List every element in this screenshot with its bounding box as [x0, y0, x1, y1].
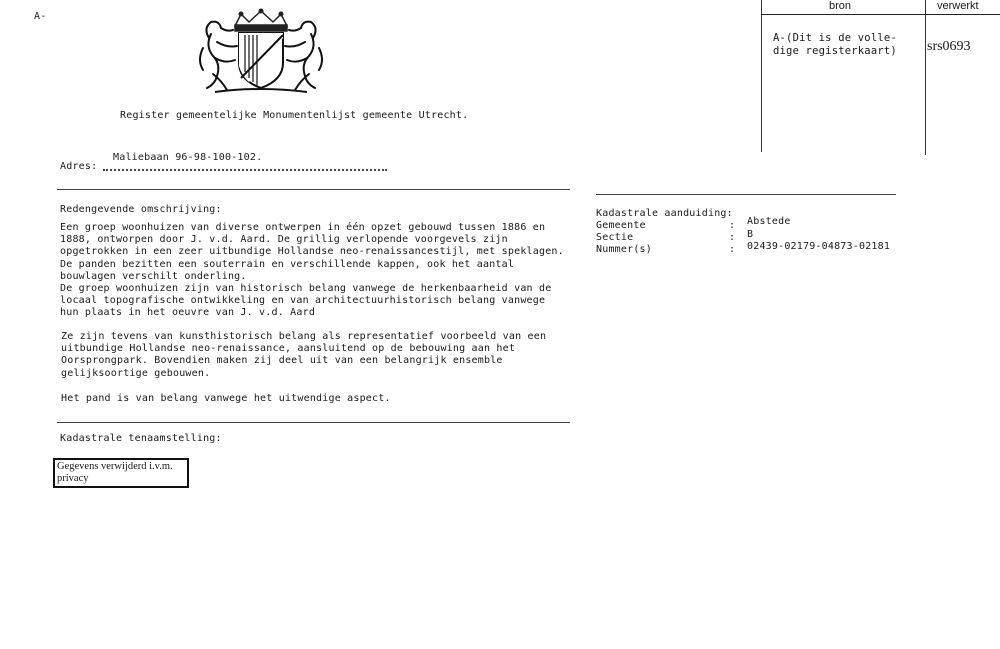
- kadastraal-label-gemeente: Gemeente: [596, 220, 646, 231]
- kadastraal-sep-sectie: :: [729, 232, 736, 243]
- kadastraal-value-nummers: 02439-02179-04873-02181: [747, 241, 891, 252]
- bron-header: bron: [829, 0, 852, 12]
- verwerkt-text: srs0693: [927, 39, 971, 54]
- kadastraal-heading: Kadastrale aanduiding:: [596, 208, 733, 219]
- verwerkt-header: verwerkt: [937, 0, 979, 12]
- bron-text: A-(Dit is de volle- dige registerkaart): [773, 32, 897, 57]
- tenaamstelling-heading: Kadastrale tenaamstelling:: [60, 433, 222, 444]
- description-paragraph-3: Het pand is van belang vanwege het uitwendige aspect.: [61, 393, 391, 404]
- kadastraal-value-gemeente: Abstede: [747, 216, 791, 227]
- adres-label: Adres:: [60, 161, 98, 172]
- corner-mark: A-: [34, 11, 47, 22]
- bron-box-divider: [925, 0, 926, 155]
- kadastraal-sep-nummers: :: [729, 244, 736, 255]
- bron-box-header-line: [761, 14, 1000, 15]
- description-paragraph-1: Een groep woonhuizen van diverse ontwerpen in één opzet gebouwd tussen 1886 en 1888, ontworpen door J. v.d. Aard. De grillig verlopende voorgevels zijn opgetrokken in een zeer uitbundige Hollandse neo-renaissancestijl, met speklagen. De panden bezitten een souterrain en verschillende kappen, ook het aantal bouwlagen verschilt onderling. De groep woonhuizen zijn van historisch belang vanwege de herkenbaarheid van de locaal topografische ontwikkeling en van architectuurhistorisch belang vanwege hun plaats in het oeuvre van J. v.d. Aard: [60, 222, 564, 319]
- adres-dotted-line: [103, 169, 387, 171]
- adres-value: Maliebaan 96-98-100-102.: [113, 152, 263, 163]
- description-bottom-rule: [57, 422, 570, 423]
- kadastraal-value-sectie: B: [747, 229, 754, 240]
- register-title: Register gemeentelijke Monumentenlijst gemeente Utrecht.: [120, 110, 469, 121]
- description-heading: Redengevende omschrijving:: [60, 204, 222, 215]
- description-top-rule: [57, 189, 570, 190]
- kadastraal-sep-gemeente: :: [729, 220, 736, 231]
- kadastraal-label-sectie: Sectie: [596, 232, 634, 243]
- privacy-redaction-box: Gegevens verwijderd i.v.m. privacy: [53, 458, 189, 488]
- kadastraal-top-rule: [596, 194, 896, 195]
- description-paragraph-2: Ze zijn tevens van kunsthistorisch belang als representatief voorbeeld van een uitbundige Hollandse neo-renaissance, aansluitend op de bebouwing aan het Oorsprongpark. Bovendien maken zij deel uit van een belangrijk ensemble gelijksoortige gebouwen.: [61, 331, 547, 379]
- utrecht-coat-of-arms-icon: [195, 8, 327, 96]
- bron-box-left-border: [761, 0, 762, 152]
- kadastraal-label-nummers: Nummer(s): [596, 244, 652, 255]
